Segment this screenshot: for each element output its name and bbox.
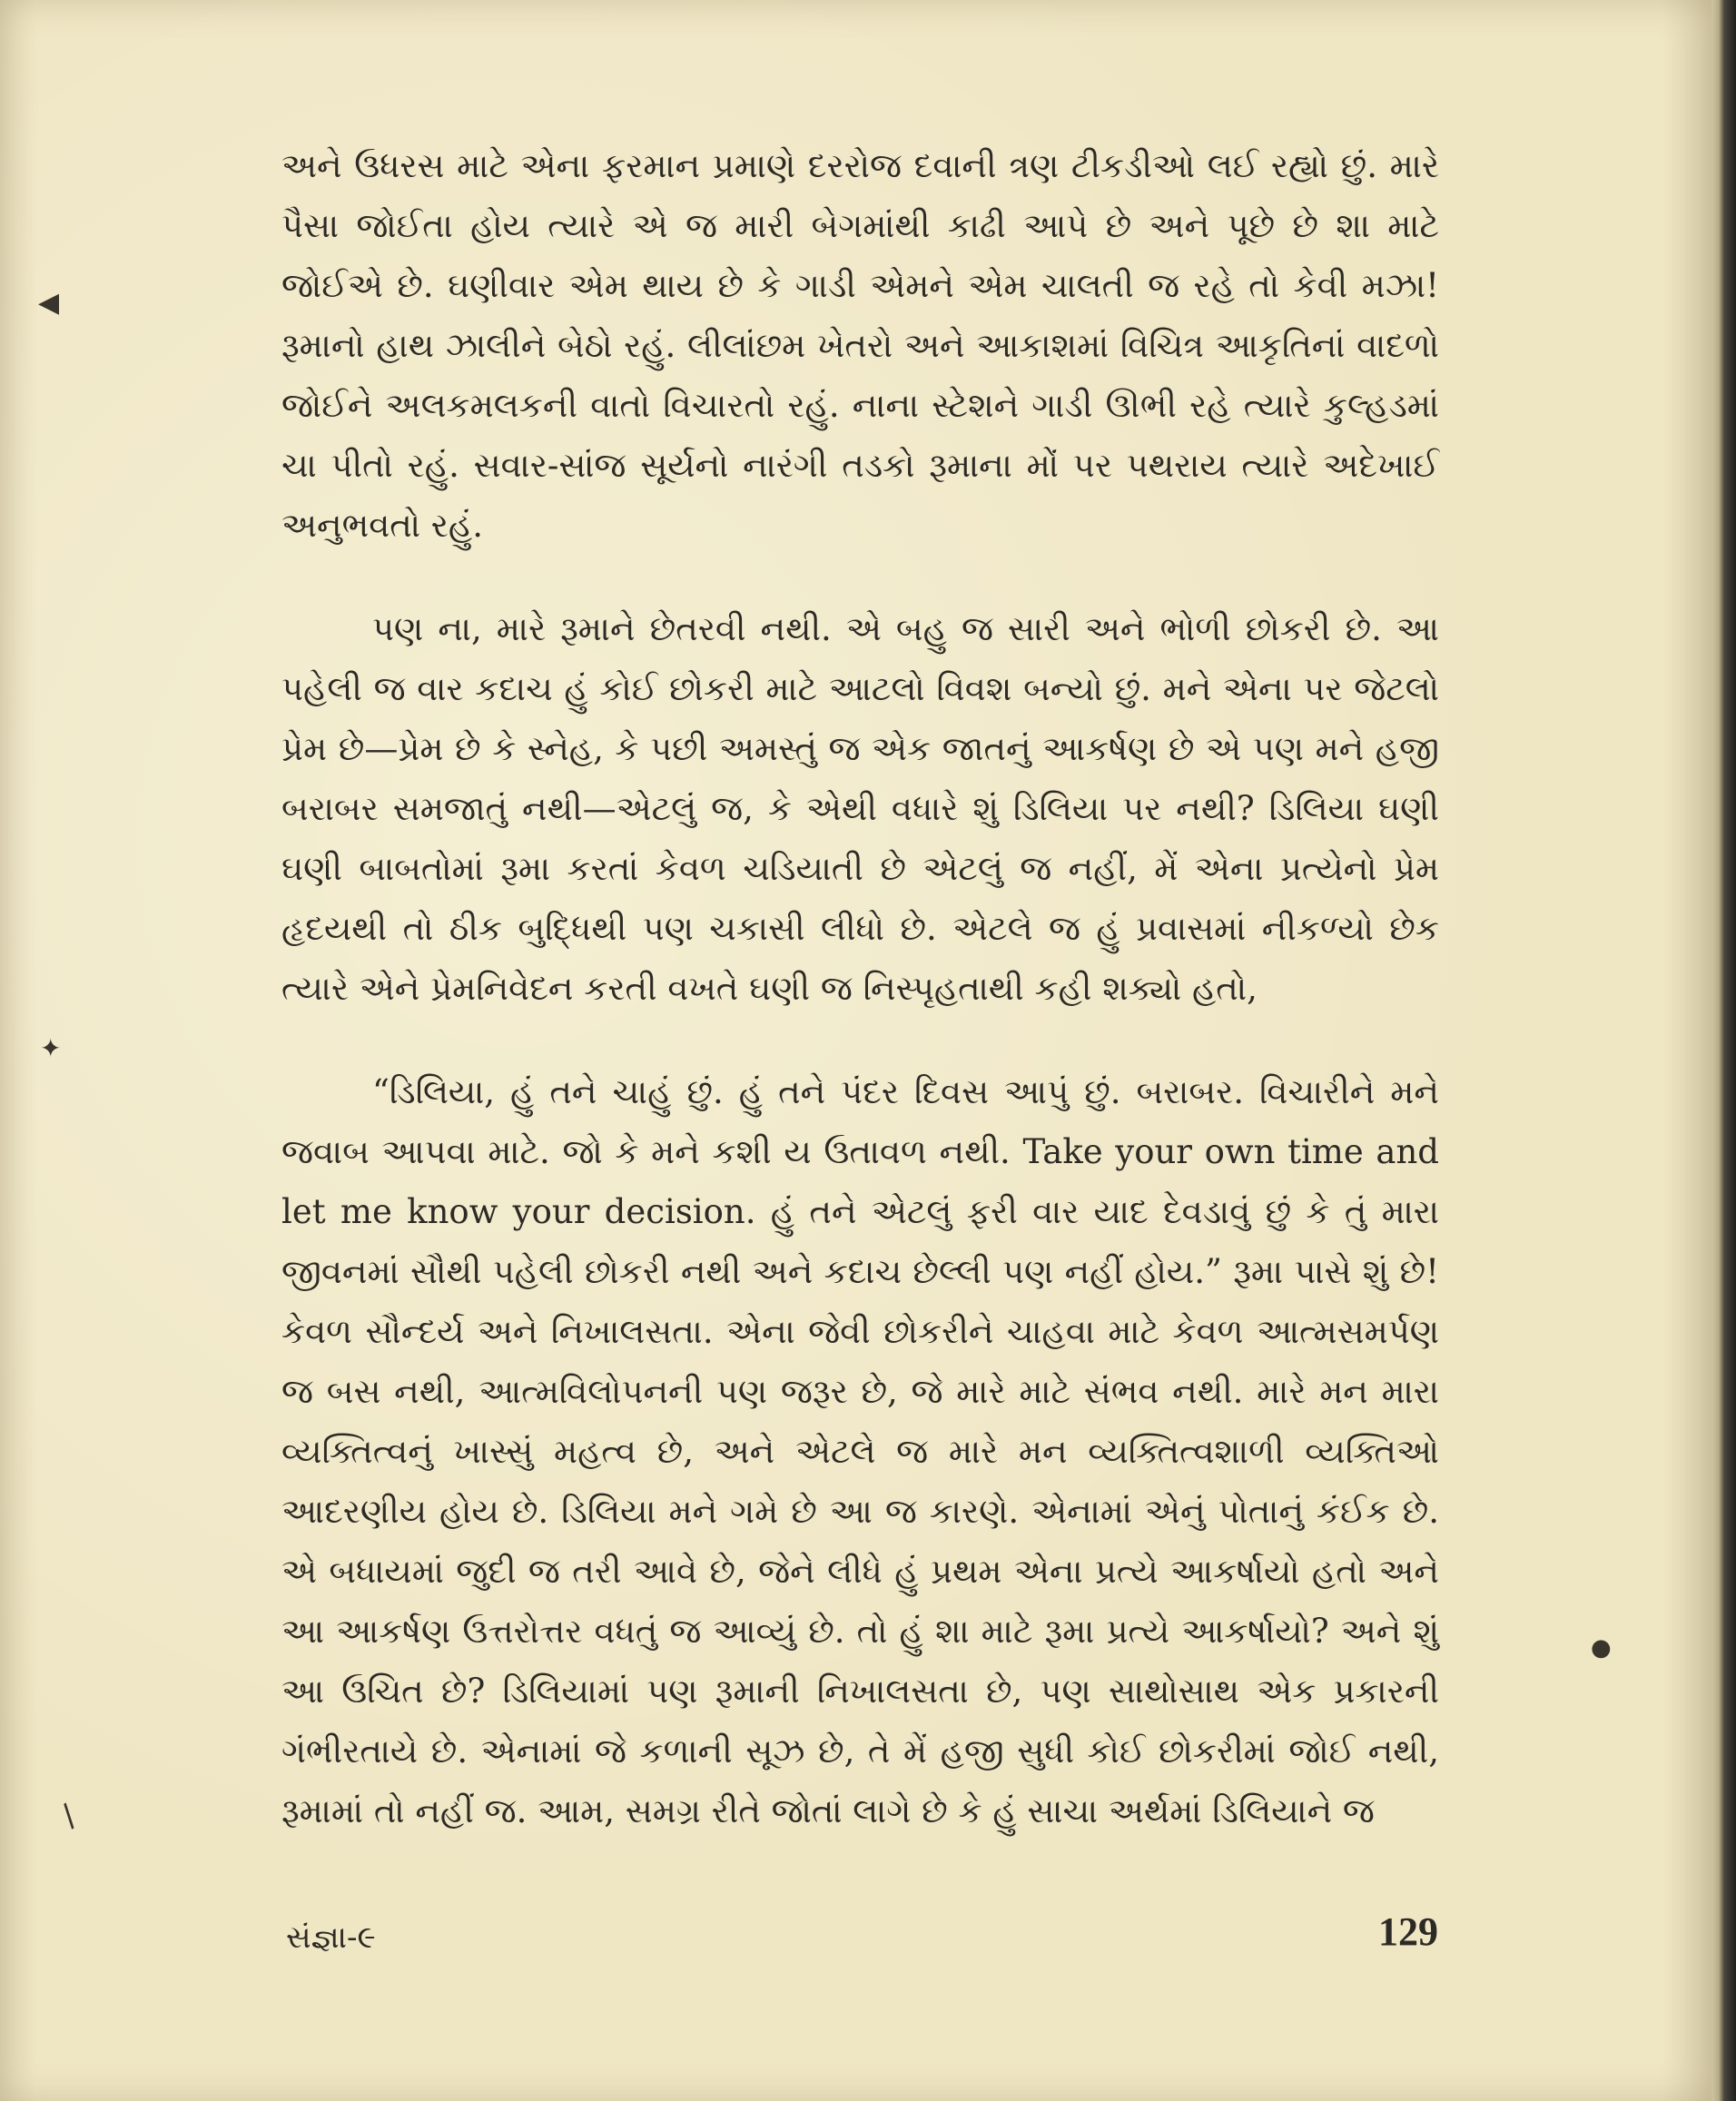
page-number: 129	[1378, 1909, 1438, 1954]
paragraph: અને ઉધરસ માટે એના ફરમાન પ્રમાણે દરરોજ દવાની ત્રણ ટીકડીઓ લઈ રહ્યો છું. મારે પૈસા જોઈતા હોય ત્યારે એ જ મારી બેગમાંથી કાઢી આપે છે અને પૂછે છે શા માટે જોઈએ છે. ઘણીવાર એમ થાય છે કે ગાડી એમને એમ ચાલતી જ રહે તો કેવી મઝા! રૂમાનો હાથ ઝાલીને બેઠો રહું. લીલાંછમ ખેતરો અને આકાશમાં વિચિત્ર આકૃતિનાં વાદળો જોઈને અલકમલકની વાતો વિચારતો રહું. નાના સ્ટેશને ગાડી ઊભી રહે ત્યારે કુલ્હડમાં ચા પીતો રહું. સવાર-સાંજ સૂર્યનો નારંગી તડકો રૂમાના મોં પર પથરાય ત્યારે અદેખાઈ અનુભવતો રહું.	[281, 146, 1439, 545]
binding-hole-mark: ✦	[40, 1033, 62, 1063]
body-text	[281, 136, 1439, 1841]
binding-hole-mark: ◀	[38, 287, 60, 319]
paragraph-gap	[281, 1019, 1439, 1062]
paragraph-gap	[281, 556, 1439, 599]
paragraph: પણ ના, મારે રૂમાને છેતરવી નથી. એ બહુ જ સારી અને ભોળી છોકરી છે. આ પહેલી જ વાર કદાચ હું કોઈ છોકરી માટે આટલો વિવશ બન્યો છું. મને એના પર જેટલો પ્રેમ છે—પ્રેમ છે કે સ્નેહ, કે પછી અમસ્તું જ એક જાતનું આકર્ષણ છે એ પણ મને હજી બરાબર સમજાતું નથી—એટલું જ, કે એથી વધારે શું ડિલિયા પર નથી? ડિલિયા ઘણી ઘણી બાબતોમાં રૂમા કરતાં કેવળ ચડિયાતી છે એટલું જ નહીં, મેં એના પ્રત્યેનો પ્રેમ હૃદયથી તો ઠીક બુદ્ધિથી પણ ચકાસી લીધો છે. એટલે જ હું પ્રવાસમાં નીકળ્યો છેક ત્યારે એને પ્રેમનિવેદન કરતી વખતે ઘણી જ નિસ્પૃહતાથી કહી શક્યો હતો,	[281, 609, 1439, 1008]
binding-hole-mark: ●	[1591, 1634, 1612, 1662]
binding-hole-mark: /	[54, 1798, 84, 1834]
signature-mark: સંજ્ઞા-૯	[286, 1919, 376, 1956]
page-edge	[1711, 0, 1736, 2101]
paragraph: “ડિલિયા, હું તને ચાહું છું. હું તને પંદર દિવસ આપું છું. બરાબર. વિચારીને મને જવાબ આપવા માટે. જો કે મને કશી ય ઉતાવળ નથી. Take your own time and let me know your decision. હું તને એટલું ફરી વાર યાદ દેવડાવું છું કે તું મારા જીવનમાં સૌથી પહેલી છોકરી નથી અને કદાચ છેલ્લી પણ નહીં હોય.” રૂમા પાસે શું છે! કેવળ સૌન્દર્ય અને નિખાલસતા. એના જેવી છોકરીને ચાહવા માટે કેવળ આત્મસમર્પણ જ બસ નથી, આત્મવિલોપનની પણ જરૂર છે, જે મારે માટે સંભવ નથી. મારે મન મારા વ્યક્તિત્વનું ખાસ્સું મહત્વ છે, અને એટલે જ મારે મન વ્યક્તિત્વશાળી વ્યક્તિઓ આદરણીય હોય છે. ડિલિયા મને ગમે છે આ જ કારણે. એનામાં એનું પોતાનું કંઈક છે. એ બધાયમાં જુદી જ તરી આવે છે, જેને લીધે હું પ્રથમ એના પ્રત્યે આકર્ષાયો હતો અને આ આકર્ષણ ઉત્તરોત્તર વધતું જ આવ્યું છે. તો હું શા માટે રૂમા પ્રત્યે આકર્ષાયો? અને શું આ ઉચિત છે? ડિલિયામાં પણ રૂમાની નિખાલસતા છે, પણ સાથોસાથ એક પ્રકારની ગંભીરતાયે છે. એનામાં જે કળાની સૂઝ છે, તે મેં હજી સુધી કોઈ છોકરીમાં જોઈ નથી, રૂમામાં તો નહીં જ. આમ, સમગ્ર રીતે જોતાં લાગે છે કે હું સાચા અર્થમાં ડિલિયાને જ	[281, 1072, 1439, 1830]
